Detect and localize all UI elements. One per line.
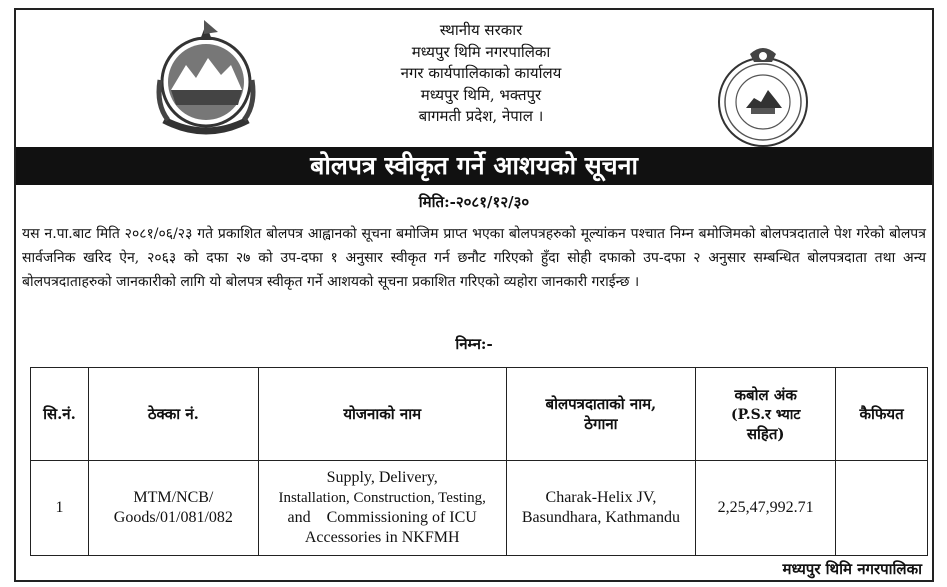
header-amount-line-2: (P.S.र भ्याट [730, 406, 801, 423]
header-bidder-line-2: ठेगाना [584, 415, 618, 433]
cell-bidder-line-2: Basundhara, Kathmandu [521, 509, 680, 526]
notice-frame [14, 8, 934, 582]
cell-contract-line-1: MTM/NCB/ [133, 489, 214, 506]
footer-signature: मध्यपुर थिमि नगरपालिका [782, 560, 922, 578]
header-line-1: स्थानीय सरकार [439, 21, 523, 39]
nepal-government-emblem-icon [146, 20, 266, 145]
cell-bidder-line-1: Charak-Helix JV, [545, 489, 657, 506]
table-header-row [31, 368, 928, 461]
list-subheading: निम्न:- [455, 335, 493, 353]
notice-title-banner: बोलपत्र स्वीकृत गर्ने आशयको सूचना [16, 147, 932, 185]
header-line-4: मध्यपुर थिमि, भक्तपुर [420, 85, 542, 104]
header-amount-line-1: कबोल अंक [734, 385, 797, 404]
header-amount-line-3: सहित) [746, 424, 785, 443]
cell-project-name [258, 461, 506, 556]
cell-project-line-3: and Commissioning of ICU [287, 509, 477, 526]
header-contract-no: ठेक्का नं. [88, 368, 258, 461]
office-header [316, 20, 646, 128]
header-line-5: बागमती प्रदेश, नेपाल । [418, 107, 544, 125]
cell-project-line-1: Supply, Delivery, [326, 469, 438, 486]
header-line-3: नगर कार्यपालिकाको कार्यालय [400, 64, 562, 82]
cell-remarks [836, 461, 928, 556]
table-row [31, 461, 928, 556]
cell-sn: 1 [31, 461, 89, 556]
header-sn: सि.नं. [31, 368, 89, 461]
cell-project-line-4: Accessories in NKFMH [304, 529, 460, 546]
cell-bidder [506, 461, 696, 556]
header-line-2: मध्यपुर थिमि नगरपालिका [411, 42, 551, 61]
municipality-logo-icon [706, 40, 821, 155]
cell-project-line-2: Installation, Construction, Testing, [278, 490, 486, 506]
header-bidder [506, 368, 696, 461]
header-bidder-line-1: बोलपत्रदाताको नाम, [545, 395, 657, 413]
notice-body-paragraph: यस न.पा.बाट मिति २०८१/०६/२३ गते प्रकाशित बोलपत्र आह्वानको सूचना बमोजिम प्राप्त भएका बोलपत्रहरुको मूल्यांकन पश्चात निम्न बमोजिमको बोलपत्रदाताले पेश गरेको बोलपत्र सार्वजनिक खरिद ऐन, २०६३ को दफा २७ को उप-दफा १ अनुसार स्वीकृत गर्न छनौट गरिएको हुँदा सोही दफाको उप-दफा २ अनुसार सम्बन्धित बोलपत्रदाता तथा अन्य बोलपत्रदाताहरुको जानकारीको लागि यो बोलपत्र स्वीकृत गर्ने आशयको सूचना प्रकाशित गरिएको व्यहोरा जानकारी गराईन्छ । [22, 226, 926, 290]
contract-table [30, 367, 928, 556]
header-amount [696, 368, 836, 461]
header-remarks: कैफियत [836, 368, 928, 461]
header-project-name: योजनाको नाम [258, 368, 506, 461]
notice-date: मिति:-२०८१/१२/३० [418, 193, 530, 211]
cell-amount: 2,25,47,992.71 [696, 461, 836, 556]
cell-contract-line-2: Goods/01/081/082 [113, 509, 233, 526]
cell-contract-no [88, 461, 258, 556]
